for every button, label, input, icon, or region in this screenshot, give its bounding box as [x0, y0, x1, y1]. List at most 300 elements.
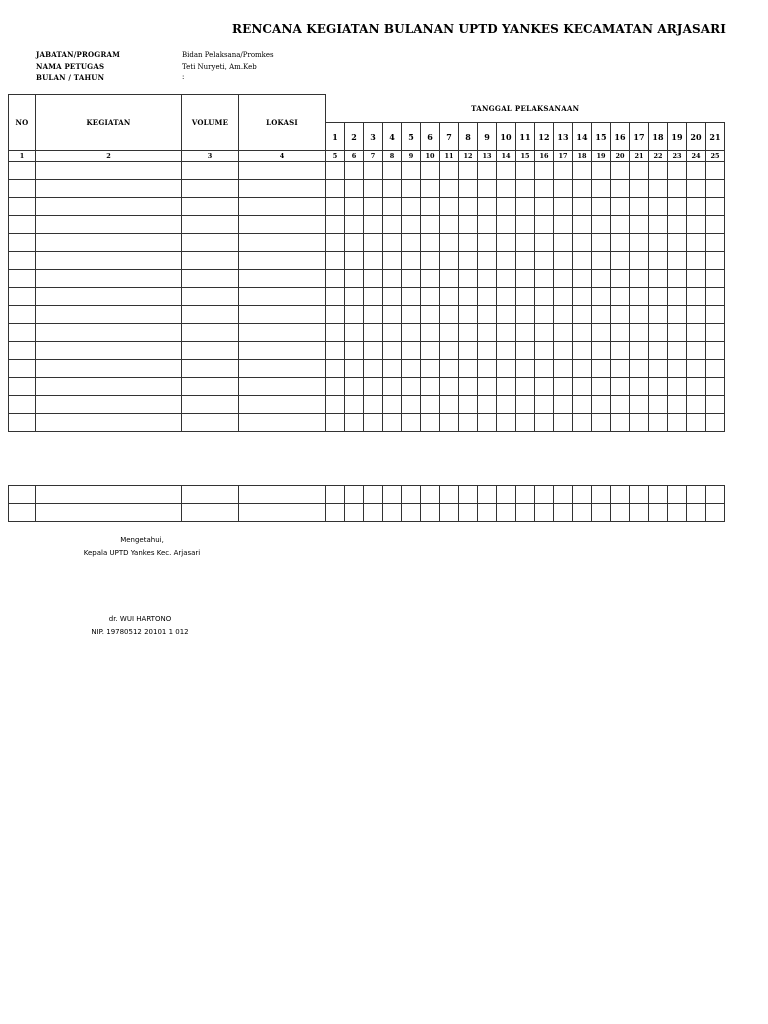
table-cell[interactable]: [478, 252, 497, 270]
table-cell[interactable]: [630, 306, 649, 324]
table-cell[interactable]: [402, 396, 421, 414]
table-cell[interactable]: [611, 216, 630, 234]
table-cell[interactable]: [383, 396, 402, 414]
table-cell[interactable]: [516, 270, 535, 288]
table-cell[interactable]: [516, 486, 535, 504]
table-cell[interactable]: [364, 324, 383, 342]
table-cell[interactable]: [421, 162, 440, 180]
table-cell[interactable]: [36, 486, 182, 504]
table-cell[interactable]: [687, 198, 706, 216]
table-cell[interactable]: [497, 306, 516, 324]
table-cell[interactable]: [611, 396, 630, 414]
table-cell[interactable]: [592, 378, 611, 396]
table-cell[interactable]: [9, 504, 36, 522]
table-cell[interactable]: [668, 234, 687, 252]
table-cell[interactable]: [535, 504, 554, 522]
table-cell[interactable]: [687, 414, 706, 432]
table-cell[interactable]: [9, 162, 36, 180]
table-cell[interactable]: [611, 360, 630, 378]
table-cell[interactable]: [478, 342, 497, 360]
table-cell[interactable]: [383, 180, 402, 198]
table-cell[interactable]: [516, 162, 535, 180]
table-cell[interactable]: [345, 342, 364, 360]
table-cell[interactable]: [9, 324, 36, 342]
table-cell[interactable]: [478, 396, 497, 414]
table-cell[interactable]: [36, 216, 182, 234]
table-cell[interactable]: [402, 198, 421, 216]
table-cell[interactable]: [383, 288, 402, 306]
table-cell[interactable]: [516, 306, 535, 324]
table-cell[interactable]: [649, 234, 668, 252]
table-cell[interactable]: [421, 360, 440, 378]
table-cell[interactable]: [239, 504, 326, 522]
table-cell[interactable]: [535, 234, 554, 252]
table-cell[interactable]: [402, 324, 421, 342]
table-cell[interactable]: [630, 486, 649, 504]
table-cell[interactable]: [611, 414, 630, 432]
table-cell[interactable]: [611, 198, 630, 216]
table-cell[interactable]: [421, 252, 440, 270]
table-cell[interactable]: [535, 198, 554, 216]
table-cell[interactable]: [345, 414, 364, 432]
table-cell[interactable]: [478, 234, 497, 252]
table-cell[interactable]: [706, 216, 725, 234]
table-cell[interactable]: [9, 396, 36, 414]
table-cell[interactable]: [182, 324, 239, 342]
table-cell[interactable]: [364, 378, 383, 396]
table-cell[interactable]: [459, 342, 478, 360]
table-cell[interactable]: [402, 234, 421, 252]
table-cell[interactable]: [9, 234, 36, 252]
table-cell[interactable]: [440, 180, 459, 198]
table-cell[interactable]: [364, 198, 383, 216]
table-cell[interactable]: [345, 252, 364, 270]
table-cell[interactable]: [326, 198, 345, 216]
table-cell[interactable]: [421, 414, 440, 432]
table-cell[interactable]: [630, 198, 649, 216]
table-cell[interactable]: [687, 504, 706, 522]
table-cell[interactable]: [421, 180, 440, 198]
table-cell[interactable]: [459, 324, 478, 342]
table-cell[interactable]: [345, 324, 364, 342]
table-cell[interactable]: [345, 486, 364, 504]
table-cell[interactable]: [239, 324, 326, 342]
table-cell[interactable]: [668, 162, 687, 180]
table-cell[interactable]: [687, 216, 706, 234]
table-cell[interactable]: [421, 306, 440, 324]
table-cell[interactable]: [630, 414, 649, 432]
table-cell[interactable]: [630, 216, 649, 234]
table-cell[interactable]: [478, 198, 497, 216]
table-cell[interactable]: [554, 378, 573, 396]
table-cell[interactable]: [649, 270, 668, 288]
table-cell[interactable]: [573, 198, 592, 216]
table-cell[interactable]: [459, 378, 478, 396]
table-cell[interactable]: [573, 216, 592, 234]
table-cell[interactable]: [421, 270, 440, 288]
table-cell[interactable]: [478, 180, 497, 198]
table-cell[interactable]: [440, 252, 459, 270]
table-cell[interactable]: [345, 216, 364, 234]
table-cell[interactable]: [706, 288, 725, 306]
table-cell[interactable]: [239, 360, 326, 378]
table-cell[interactable]: [706, 378, 725, 396]
table-cell[interactable]: [497, 216, 516, 234]
table-cell[interactable]: [345, 504, 364, 522]
table-cell[interactable]: [402, 378, 421, 396]
table-cell[interactable]: [668, 198, 687, 216]
table-cell[interactable]: [554, 486, 573, 504]
table-cell[interactable]: [36, 324, 182, 342]
table-cell[interactable]: [326, 306, 345, 324]
table-cell[interactable]: [459, 252, 478, 270]
table-cell[interactable]: [497, 252, 516, 270]
table-cell[interactable]: [630, 234, 649, 252]
table-cell[interactable]: [478, 360, 497, 378]
table-cell[interactable]: [326, 270, 345, 288]
table-cell[interactable]: [421, 198, 440, 216]
table-cell[interactable]: [182, 486, 239, 504]
table-cell[interactable]: [649, 216, 668, 234]
table-cell[interactable]: [459, 198, 478, 216]
table-cell[interactable]: [421, 486, 440, 504]
table-cell[interactable]: [516, 252, 535, 270]
table-cell[interactable]: [687, 234, 706, 252]
table-cell[interactable]: [364, 504, 383, 522]
table-cell[interactable]: [706, 180, 725, 198]
table-cell[interactable]: [9, 252, 36, 270]
table-cell[interactable]: [535, 162, 554, 180]
table-cell[interactable]: [516, 360, 535, 378]
table-cell[interactable]: [9, 216, 36, 234]
table-cell[interactable]: [182, 414, 239, 432]
table-cell[interactable]: [706, 324, 725, 342]
table-cell[interactable]: [630, 342, 649, 360]
table-cell[interactable]: [554, 504, 573, 522]
table-cell[interactable]: [687, 324, 706, 342]
table-cell[interactable]: [611, 234, 630, 252]
table-cell[interactable]: [402, 342, 421, 360]
table-cell[interactable]: [36, 288, 182, 306]
table-cell[interactable]: [364, 252, 383, 270]
table-cell[interactable]: [630, 324, 649, 342]
table-cell[interactable]: [364, 216, 383, 234]
table-cell[interactable]: [573, 504, 592, 522]
table-cell[interactable]: [182, 360, 239, 378]
table-cell[interactable]: [592, 216, 611, 234]
table-cell[interactable]: [9, 360, 36, 378]
table-cell[interactable]: [649, 180, 668, 198]
table-cell[interactable]: [687, 288, 706, 306]
table-cell[interactable]: [535, 180, 554, 198]
table-cell[interactable]: [668, 486, 687, 504]
table-cell[interactable]: [535, 216, 554, 234]
table-cell[interactable]: [440, 270, 459, 288]
table-cell[interactable]: [649, 306, 668, 324]
table-cell[interactable]: [706, 234, 725, 252]
table-cell[interactable]: [326, 324, 345, 342]
table-cell[interactable]: [239, 288, 326, 306]
table-cell[interactable]: [554, 234, 573, 252]
table-cell[interactable]: [668, 180, 687, 198]
table-cell[interactable]: [440, 414, 459, 432]
table-cell[interactable]: [554, 342, 573, 360]
table-cell[interactable]: [649, 252, 668, 270]
table-cell[interactable]: [383, 306, 402, 324]
table-cell[interactable]: [345, 234, 364, 252]
table-cell[interactable]: [326, 486, 345, 504]
table-cell[interactable]: [630, 180, 649, 198]
table-cell[interactable]: [402, 504, 421, 522]
table-cell[interactable]: [182, 180, 239, 198]
table-cell[interactable]: [440, 288, 459, 306]
table-cell[interactable]: [554, 324, 573, 342]
table-cell[interactable]: [611, 306, 630, 324]
table-cell[interactable]: [326, 378, 345, 396]
table-cell[interactable]: [592, 504, 611, 522]
table-cell[interactable]: [573, 252, 592, 270]
table-cell[interactable]: [687, 162, 706, 180]
table-cell[interactable]: [535, 342, 554, 360]
table-cell[interactable]: [668, 288, 687, 306]
table-cell[interactable]: [668, 252, 687, 270]
table-cell[interactable]: [668, 270, 687, 288]
table-cell[interactable]: [364, 414, 383, 432]
table-cell[interactable]: [459, 486, 478, 504]
table-cell[interactable]: [630, 396, 649, 414]
table-cell[interactable]: [478, 216, 497, 234]
table-cell[interactable]: [687, 270, 706, 288]
table-cell[interactable]: [706, 342, 725, 360]
table-cell[interactable]: [554, 306, 573, 324]
table-cell[interactable]: [440, 486, 459, 504]
table-cell[interactable]: [573, 360, 592, 378]
table-cell[interactable]: [345, 378, 364, 396]
table-cell[interactable]: [630, 504, 649, 522]
table-cell[interactable]: [592, 306, 611, 324]
table-cell[interactable]: [687, 378, 706, 396]
table-cell[interactable]: [459, 270, 478, 288]
table-cell[interactable]: [459, 288, 478, 306]
table-cell[interactable]: [402, 162, 421, 180]
table-cell[interactable]: [706, 360, 725, 378]
table-cell[interactable]: [36, 234, 182, 252]
table-cell[interactable]: [326, 234, 345, 252]
table-cell[interactable]: [497, 180, 516, 198]
table-cell[interactable]: [182, 342, 239, 360]
table-cell[interactable]: [459, 234, 478, 252]
table-cell[interactable]: [649, 360, 668, 378]
table-cell[interactable]: [649, 414, 668, 432]
table-cell[interactable]: [516, 234, 535, 252]
table-cell[interactable]: [383, 360, 402, 378]
table-cell[interactable]: [592, 324, 611, 342]
table-cell[interactable]: [326, 342, 345, 360]
table-cell[interactable]: [421, 234, 440, 252]
table-cell[interactable]: [592, 270, 611, 288]
table-cell[interactable]: [239, 486, 326, 504]
table-cell[interactable]: [440, 396, 459, 414]
table-cell[interactable]: [554, 396, 573, 414]
table-cell[interactable]: [239, 270, 326, 288]
table-cell[interactable]: [364, 360, 383, 378]
table-cell[interactable]: [9, 198, 36, 216]
table-cell[interactable]: [345, 198, 364, 216]
table-cell[interactable]: [36, 306, 182, 324]
table-cell[interactable]: [516, 378, 535, 396]
table-cell[interactable]: [516, 504, 535, 522]
table-cell[interactable]: [649, 486, 668, 504]
table-cell[interactable]: [182, 270, 239, 288]
table-cell[interactable]: [364, 270, 383, 288]
table-cell[interactable]: [687, 252, 706, 270]
table-cell[interactable]: [326, 216, 345, 234]
table-cell[interactable]: [239, 414, 326, 432]
table-cell[interactable]: [383, 234, 402, 252]
table-cell[interactable]: [326, 162, 345, 180]
table-cell[interactable]: [611, 180, 630, 198]
table-cell[interactable]: [182, 504, 239, 522]
table-cell[interactable]: [9, 342, 36, 360]
table-cell[interactable]: [383, 486, 402, 504]
table-cell[interactable]: [9, 288, 36, 306]
table-cell[interactable]: [573, 270, 592, 288]
table-cell[interactable]: [668, 414, 687, 432]
table-cell[interactable]: [687, 342, 706, 360]
table-cell[interactable]: [611, 252, 630, 270]
table-cell[interactable]: [345, 180, 364, 198]
table-cell[interactable]: [497, 378, 516, 396]
table-cell[interactable]: [649, 162, 668, 180]
table-cell[interactable]: [364, 180, 383, 198]
table-cell[interactable]: [440, 198, 459, 216]
table-cell[interactable]: [364, 288, 383, 306]
table-cell[interactable]: [239, 216, 326, 234]
table-cell[interactable]: [592, 288, 611, 306]
table-cell[interactable]: [459, 504, 478, 522]
table-cell[interactable]: [182, 234, 239, 252]
table-cell[interactable]: [239, 306, 326, 324]
table-cell[interactable]: [668, 378, 687, 396]
table-cell[interactable]: [421, 324, 440, 342]
table-cell[interactable]: [535, 378, 554, 396]
table-cell[interactable]: [497, 342, 516, 360]
table-cell[interactable]: [706, 486, 725, 504]
table-cell[interactable]: [239, 180, 326, 198]
table-cell[interactable]: [326, 414, 345, 432]
table-cell[interactable]: [421, 504, 440, 522]
table-cell[interactable]: [478, 504, 497, 522]
table-cell[interactable]: [9, 414, 36, 432]
table-cell[interactable]: [554, 216, 573, 234]
table-cell[interactable]: [459, 414, 478, 432]
table-cell[interactable]: [611, 504, 630, 522]
table-cell[interactable]: [421, 288, 440, 306]
table-cell[interactable]: [239, 162, 326, 180]
table-cell[interactable]: [554, 198, 573, 216]
table-cell[interactable]: [459, 216, 478, 234]
table-cell[interactable]: [535, 360, 554, 378]
table-cell[interactable]: [706, 252, 725, 270]
table-cell[interactable]: [497, 396, 516, 414]
table-cell[interactable]: [478, 414, 497, 432]
table-cell[interactable]: [459, 396, 478, 414]
table-cell[interactable]: [345, 288, 364, 306]
table-cell[interactable]: [402, 486, 421, 504]
table-cell[interactable]: [440, 216, 459, 234]
table-cell[interactable]: [706, 270, 725, 288]
table-cell[interactable]: [364, 486, 383, 504]
table-cell[interactable]: [535, 288, 554, 306]
table-cell[interactable]: [383, 162, 402, 180]
table-cell[interactable]: [478, 306, 497, 324]
table-cell[interactable]: [630, 378, 649, 396]
table-cell[interactable]: [611, 288, 630, 306]
table-cell[interactable]: [592, 360, 611, 378]
table-cell[interactable]: [383, 252, 402, 270]
table-cell[interactable]: [649, 396, 668, 414]
table-cell[interactable]: [649, 324, 668, 342]
table-cell[interactable]: [497, 162, 516, 180]
table-cell[interactable]: [36, 162, 182, 180]
table-cell[interactable]: [36, 252, 182, 270]
table-cell[interactable]: [649, 288, 668, 306]
table-cell[interactable]: [649, 504, 668, 522]
table-cell[interactable]: [326, 396, 345, 414]
table-cell[interactable]: [630, 360, 649, 378]
table-cell[interactable]: [402, 270, 421, 288]
table-cell[interactable]: [345, 396, 364, 414]
table-cell[interactable]: [668, 324, 687, 342]
table-cell[interactable]: [706, 306, 725, 324]
table-cell[interactable]: [649, 198, 668, 216]
table-cell[interactable]: [440, 360, 459, 378]
table-cell[interactable]: [573, 180, 592, 198]
table-cell[interactable]: [9, 270, 36, 288]
table-cell[interactable]: [182, 306, 239, 324]
table-cell[interactable]: [239, 252, 326, 270]
table-cell[interactable]: [478, 288, 497, 306]
table-cell[interactable]: [630, 162, 649, 180]
table-cell[interactable]: [611, 378, 630, 396]
table-cell[interactable]: [402, 288, 421, 306]
table-cell[interactable]: [36, 270, 182, 288]
table-cell[interactable]: [535, 396, 554, 414]
table-cell[interactable]: [573, 414, 592, 432]
table-cell[interactable]: [573, 234, 592, 252]
table-cell[interactable]: [326, 180, 345, 198]
table-cell[interactable]: [706, 504, 725, 522]
table-cell[interactable]: [345, 270, 364, 288]
table-cell[interactable]: [440, 378, 459, 396]
table-cell[interactable]: [383, 504, 402, 522]
table-cell[interactable]: [516, 396, 535, 414]
table-cell[interactable]: [364, 162, 383, 180]
table-cell[interactable]: [9, 306, 36, 324]
table-cell[interactable]: [326, 252, 345, 270]
table-cell[interactable]: [497, 504, 516, 522]
table-cell[interactable]: [239, 234, 326, 252]
table-cell[interactable]: [36, 396, 182, 414]
table-cell[interactable]: [535, 252, 554, 270]
table-cell[interactable]: [182, 378, 239, 396]
table-cell[interactable]: [497, 198, 516, 216]
table-cell[interactable]: [364, 306, 383, 324]
table-cell[interactable]: [630, 270, 649, 288]
table-cell[interactable]: [649, 342, 668, 360]
table-cell[interactable]: [440, 504, 459, 522]
table-cell[interactable]: [516, 342, 535, 360]
